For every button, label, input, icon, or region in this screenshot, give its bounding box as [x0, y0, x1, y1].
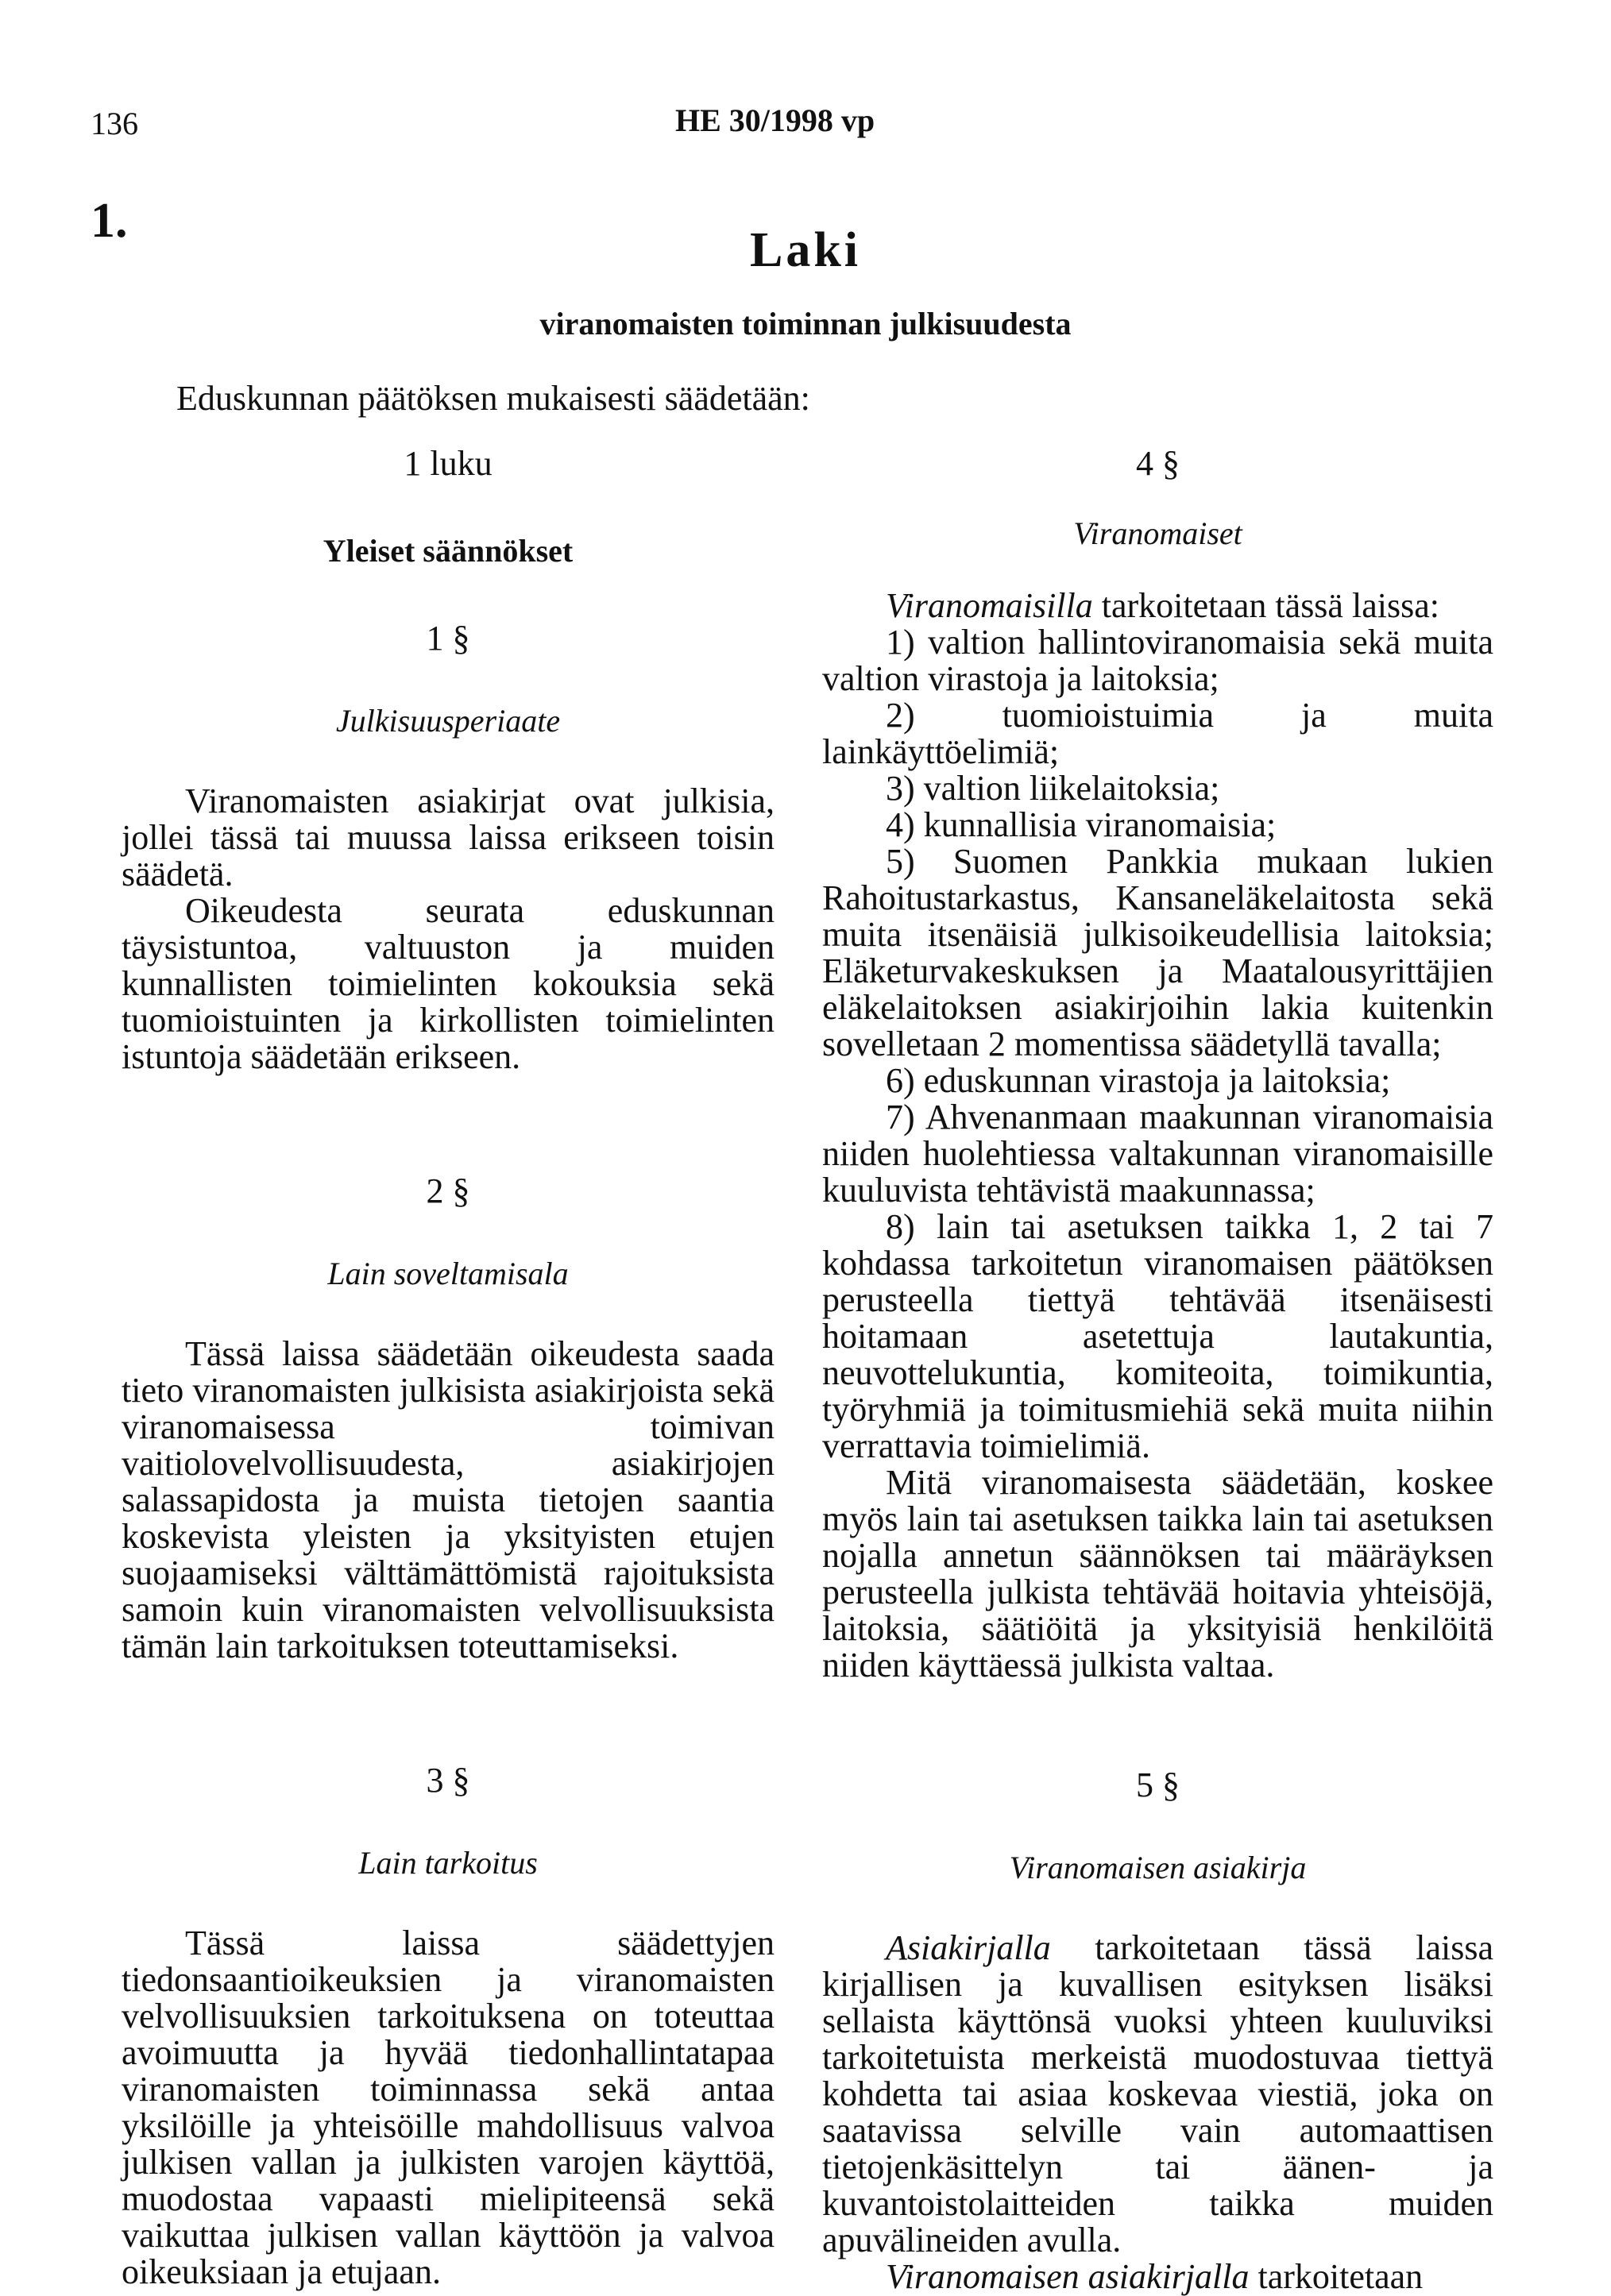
section-1-paragraph-1: Viranomaisten asiakirjat ovat julkisia, jollei tässä tai muussa laissa erikseen toisin säädetä.	[122, 781, 775, 893]
section-4-item: 6) eduskunnan virastoja ja laitoksia;	[886, 1061, 1391, 1100]
page-number: 136	[91, 106, 138, 141]
section-4-intro	[822, 588, 1493, 624]
section-4-paragraph-2: Mitä viranomaisesta säädetään, koskee myös lain tai asetuksen taikka lain tai asetuksen nojalla annetun säännöksen tai määräyksen perusteella julkista tehtävää hoitavia yhteisöjä, laitoksia, säätiöitä ja yksityisiä henkilöitä niiden käyttäessä julkista valtaa.	[822, 1463, 1493, 1684]
section-1-number: 1 §	[426, 619, 470, 658]
section-3-title: Lain tarkoitus	[358, 1845, 538, 1881]
law-number: 1.	[91, 194, 128, 248]
law-title: Laki	[749, 223, 862, 277]
section-1-paragraph-2: Oikeudesta seurata eduskunnan täysistuntoa, valtuuston ja muiden kunnallisten toimielinten kokouksia sekä tuomioistuinten ja kirkollisten toimielinten istuntoja säädetään erikseen.	[122, 891, 775, 1076]
section-5-paragraph-2	[822, 2259, 1493, 2295]
section-4-item: 7) Ahvenanmaan maakunnan viranomaisia niiden huolehtiessa valtakunnan viranomaisille kuuluvista tehtävistä maakunnassa;	[822, 1098, 1493, 1210]
section-1-title: Julkisuusperiaate	[335, 703, 561, 739]
section-2-title: Lain soveltamisala	[327, 1256, 569, 1291]
left-column	[122, 442, 775, 2290]
section-4-term: Viranomaisilla	[886, 586, 1093, 625]
right-column	[822, 442, 1493, 2295]
section-5-number: 5 §	[1136, 1765, 1180, 1804]
section-2-number: 2 §	[426, 1171, 470, 1210]
section-5-term-1: Asiakirjalla	[886, 1928, 1051, 1967]
section-4-item: 8) lain tai asetuksen taikka 1, 2 tai 7 kohdassa tarkoitetun viranomaisen päätöksen perusteella tiettyä tehtävää itsenäisesti hoitamaan asetettuja lautakuntia, neuvottelukuntia, komiteoita, toimikuntia, työryhmiä ja toimitusmiehiä sekä muita niihin verrattavia toimielimiä.	[822, 1207, 1493, 1465]
section-4-item: 4) kunnallisia viranomaisia;	[886, 805, 1277, 844]
section-3-number: 3 §	[426, 1761, 470, 1800]
section-4-item: 2) tuomioistuimia ja muita lainkäyttöelimiä;	[822, 696, 1493, 771]
section-2-paragraph-1: Tässä laissa säädetään oikeudesta saada tieto viranomaisten julkisista asiakirjoista sekä viranomaisessa toimivan vaitiolovelvollisuudesta, asiakirjojen salassapidosta ja muista tietojen saantia koskevista yleisten ja yksityisten etujen suojaamiseksi välttämättömistä rajoituksista samoin kuin viranomaisten velvollisuuksista tämän lain tarkoituksen toteuttamiseksi.	[122, 1334, 775, 1665]
section-4-item: 5) Suomen Pankkia mukaan lukien Rahoitustarkastus, Kansaneläkelaitosta sekä muita itsenäisiä julkisoikeudellisia laitoksia; Eläketurvakeskuksen ja Maatalousyrittäjien eläkelaitoksen asiakirjoihin lakia kuitenkin sovelletaan 2 momentissa säädetyllä tavalla;	[822, 842, 1493, 1063]
section-4-item: 3) valtion liikelaitoksia;	[886, 769, 1220, 808]
section-4-item: 1) valtion hallintoviranomaisia sekä muita valtion virastoja ja laitoksia;	[822, 623, 1493, 698]
section-3-paragraph-1: Tässä laissa säädettyjen tiedonsaantioikeuksien ja viranomaisten velvollisuuksien tarkoituksena on toteuttaa avoimuutta ja hyvää tiedonhallintatapaa viranomaisten toiminnassa sekä antaa yksilöille ja yhteisöille mahdollisuus valvoa julkisen vallan ja julkisten varojen käyttöä, muodostaa vapaasti mielipiteensä sekä vaikuttaa julkisen vallan käyttöön ja valvoa oikeuksiaan ja etujaan.	[122, 1924, 775, 2291]
chapter-number: 1 luku	[404, 444, 493, 483]
running-head: HE 30/1998 vp	[675, 102, 875, 138]
section-4-number: 4 §	[1136, 444, 1180, 483]
chapter-title: Yleiset säännökset	[323, 533, 574, 569]
section-4-intro-text: tarkoitetaan tässä laissa:	[1092, 586, 1439, 625]
enactment-clause: Eduskunnan päätöksen mukaisesti säädetään:	[176, 379, 810, 418]
section-5-term-2: Viranomaisen asiakirjalla	[886, 2257, 1250, 2296]
section-5-paragraph-2-text: tarkoitetaan	[1249, 2257, 1424, 2296]
section-4-title: Viranomaiset	[1073, 515, 1242, 551]
section-5-paragraph-1-text: tarkoitetaan tässä laissa kirjallisen ja kuvallisen esityksen lisäksi sellaista käyttönsä vuoksi yhteen kuuluviksi tarkoitetuista merkeistä muodostuvaa tiettyä kohdetta tai asiaa koskevaa viestiä, joka on saatavissa selville vain automaattisen tietojenkäsittelyn tai äänen- ja kuvantoistolaitteiden taikka muiden apuvälineiden avulla.	[822, 1928, 1493, 2259]
section-5-paragraph-1	[822, 1930, 1493, 2259]
section-5-title: Viranomaisen asiakirja	[1009, 1850, 1307, 1885]
law-subtitle: viranomaisten toiminnan julkisuudesta	[539, 306, 1072, 342]
